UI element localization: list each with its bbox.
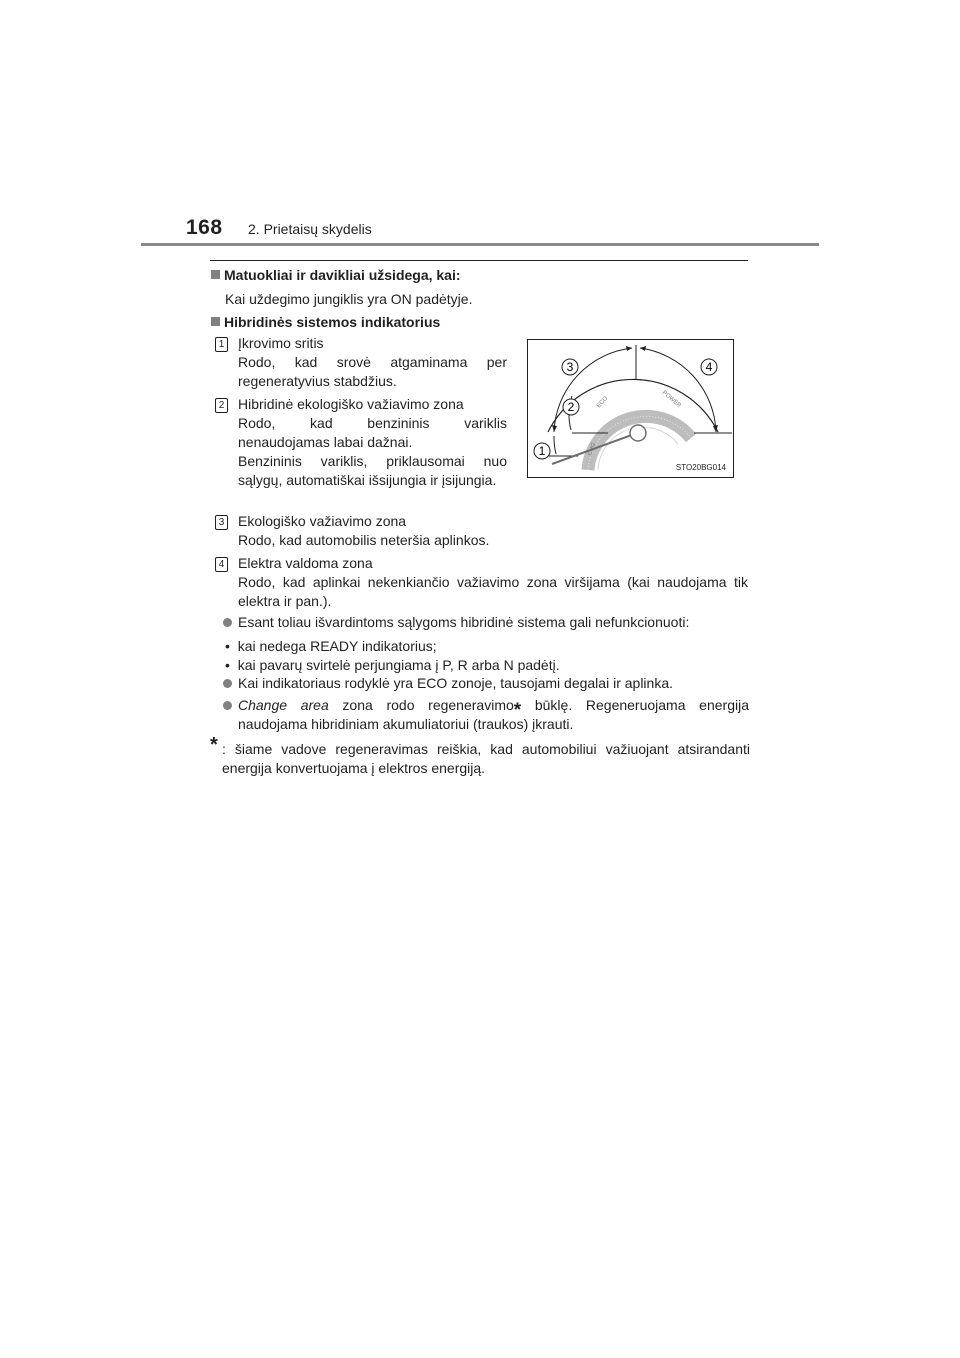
section-title: 2. Prietaisų skydelis: [248, 221, 372, 237]
dash-bullet: •: [225, 657, 238, 673]
callout-2: 2: [567, 400, 575, 414]
eco-scale-label: ECO: [596, 395, 610, 410]
item-description: Rodo, kad benzininis variklis nenaudojamas labai dažnai.: [238, 415, 507, 450]
heading-gauges-light-up: Matuokliai ir davikliai užsidega, kai:: [211, 266, 461, 285]
footnote-text: : šiame vadove regeneravimas reiškia, kad automobiliui važiuojant atsirandanti energija konvertuojama į elektros energiją.: [222, 741, 750, 776]
item-description: Rodo, kad automobilis neteršia aplinkos.: [238, 532, 490, 548]
dash-bullet: •: [225, 638, 238, 654]
asterisk-mark: *: [513, 700, 522, 721]
power-scale-label: POWER: [660, 389, 682, 410]
round-bullet-icon: [223, 679, 232, 688]
list-item-hybrid-eco-area: [215, 395, 507, 490]
callout-4: 4: [705, 360, 713, 374]
hybrid-indicator-figure: [527, 339, 734, 478]
item-description: Rodo, kad aplinkai nekenkiančio važiavimo zona viršijama (kai naudojama tik elektra ir pan.).: [238, 574, 748, 609]
number-1-badge: 1: [215, 337, 228, 352]
page-number: 168: [186, 216, 223, 239]
square-bullet-icon: [211, 317, 220, 326]
note-conditions: [223, 613, 749, 632]
chg-scale-label: CHG: [587, 442, 598, 457]
number-2-badge: 2: [215, 398, 228, 413]
item-title: Hibridinė ekologiško važiavimo zona: [238, 396, 464, 412]
item-title: Įkrovimo sritis: [238, 335, 324, 351]
dash-list-item: • kai nedega READY indikatorius;: [225, 638, 437, 654]
figure-code-label: STO20BG014: [675, 463, 726, 472]
list-item-power-area: [215, 554, 748, 611]
round-bullet-icon: [223, 701, 232, 710]
note-text: Kai indikatoriaus rodyklė yra ECO zonoje, tausojami degalai ir aplinka.: [238, 675, 673, 691]
ignition-on-text: Kai uždegimo jungiklis yra ON padėtyje.: [225, 291, 473, 307]
callout-1: 1: [538, 444, 546, 458]
item-title: Elektra valdoma zona: [238, 555, 373, 571]
note-text: Esant toliau išvardintoms sąlygoms hibridinė sistema gali nefunkcionuoti:: [238, 614, 690, 630]
content-top-rule: [210, 260, 748, 261]
header-divider: [141, 243, 819, 246]
note-change-area: [223, 696, 749, 734]
heading-hybrid-indicator: Hibridinės sistemos indikatorius: [211, 313, 440, 332]
callout-3: 3: [566, 360, 574, 374]
hybrid-gauge-illustration: [528, 340, 733, 477]
footnote-asterisk: *: [210, 734, 218, 756]
item-description: Rodo, kad srovė atgaminama per regeneratyvius stabdžius.: [238, 354, 507, 389]
list-item-charge-area: [215, 334, 507, 391]
item-description-extra: Benzininis variklis, priklausomai nuo sąlygų, automatiškai išsijungia ir įsijungia.: [238, 453, 507, 488]
number-4-badge: 4: [215, 557, 228, 572]
list-item-eco-area: [215, 512, 535, 550]
note-eco-zone: [223, 674, 749, 693]
footnote: [210, 734, 750, 778]
note-text: Change area zona rodo regeneravimo* būklę. Regeneruojama energija naudojama hibridiniam akumuliatoriui (traukos) įkrauti.: [238, 697, 749, 732]
number-3-badge: 3: [215, 515, 228, 530]
dash-list-item: • kai pavarų svirtelė perjungiama į P, R arba N padėtį.: [225, 657, 560, 673]
round-bullet-icon: [223, 618, 232, 627]
dash-list: [225, 637, 560, 675]
square-bullet-icon: [211, 270, 220, 279]
item-title: Ekologiško važiavimo zona: [238, 513, 407, 529]
